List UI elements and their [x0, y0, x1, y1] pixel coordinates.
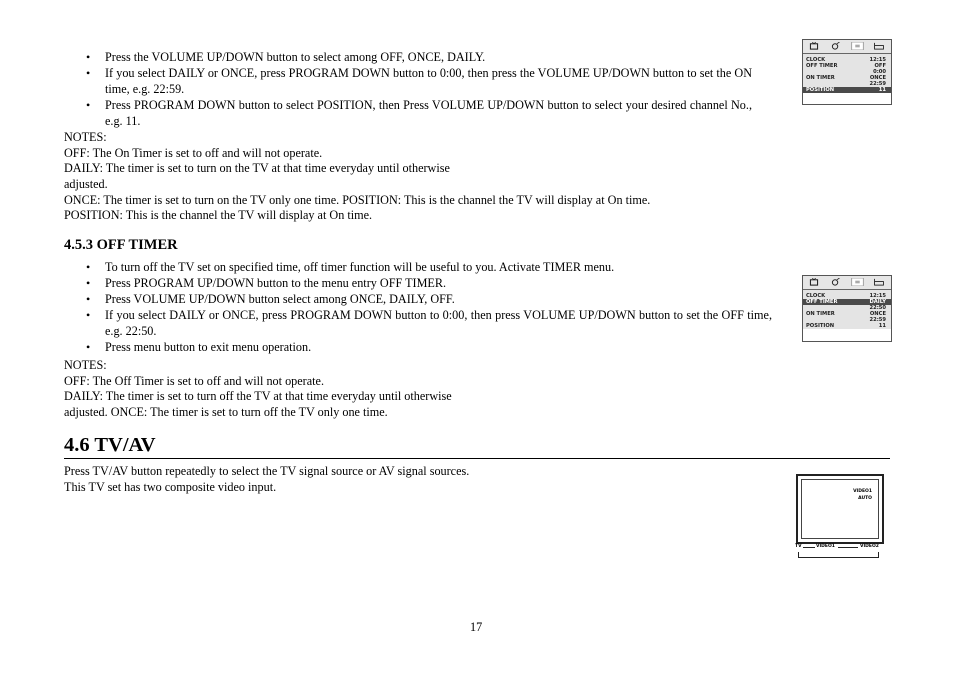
list-item: • If you select DAILY or ONCE, press PROGRAM DOWN button to 0:00, then press the VOLUME UP/DOWN button to set the ON time, e.g. 22:59. [64, 65, 752, 97]
screen-mode-label: AUTO [858, 496, 872, 501]
tv-screen-diagram [796, 474, 884, 544]
list-item: • To turn off the TV set on specified time, off timer function will be useful to you. Activate TIMER menu. [64, 259, 772, 275]
satellite-icon [830, 278, 841, 286]
list-item: • Press the VOLUME UP/DOWN button to select among OFF, ONCE, DAILY. [64, 49, 752, 65]
list-item: • Press PROGRAM DOWN button to select POSITION, then Press VOLUME UP/DOWN button to select your desired channel No., e.g. 11. [64, 97, 752, 129]
menu-row [803, 87, 891, 93]
section-heading-tv-av: 4.6 TV/AV [64, 434, 156, 456]
menu-row [803, 323, 891, 329]
lock-icon [873, 278, 885, 286]
menu-row-value: 12:15 [869, 293, 886, 299]
note-line: OFF: The On Timer is set to off and will not operate. [64, 146, 323, 160]
off-timer-steps [64, 259, 772, 355]
menu-row [803, 54, 891, 63]
section-heading-off-timer: 4.5.3 OFF TIMER [64, 237, 178, 253]
tv-icon [809, 42, 819, 50]
flow-return-line [798, 552, 879, 558]
menu-row-label: ON TIMER [806, 311, 835, 317]
flow-label-tv: TV [795, 544, 802, 549]
notes-label: NOTES: [64, 358, 107, 372]
note-line: OFF: The Off Timer is set to off and will not operate. [64, 374, 324, 388]
tv-screen [801, 479, 879, 539]
flow-line [803, 547, 815, 548]
menu-row-label: ON TIMER [806, 75, 835, 81]
note-line: DAILY: The timer is set to turn on the TV at that time everyday until otherwise [64, 161, 450, 175]
timer-icon [851, 42, 864, 50]
menu-row-value: 12:15 [869, 57, 886, 63]
lock-icon [873, 42, 885, 50]
timer-menu-image-off [802, 275, 892, 342]
page-number: 17 [470, 620, 483, 634]
list-item: • Press PROGRAM UP/DOWN button to the menu entry OFF TIMER. [64, 275, 772, 291]
menu-row-label: CLOCK [806, 57, 826, 63]
timer-icon [851, 278, 864, 286]
on-timer-steps [64, 49, 752, 129]
body-line: This TV set has two composite video input. [64, 480, 277, 494]
timer-menu-image-on [802, 39, 892, 105]
menu-row-value: DAILY [869, 299, 886, 305]
note-line: ONCE: The timer is set to turn on the TV only one time. POSITION: This is the channel the TV will display at On time. [64, 193, 651, 207]
screen-source-label: VIDEO1 [853, 489, 872, 494]
menu-row-value: OFF [874, 63, 886, 69]
list-item: • If you select DAILY or ONCE, press PROGRAM DOWN button to 0:00, then press VOLUME UP/DOWN button to set the OFF time, e.g. 22:50. [64, 307, 772, 339]
menu-icon-bar [803, 40, 891, 54]
heading-rule [64, 458, 890, 459]
menu-row-label: OFF TIMER [806, 299, 838, 305]
flow-label-video1: VIDEO1 [816, 544, 835, 549]
flow-label-video2: VIDEO2 [860, 544, 879, 549]
menu-row-label: CLOCK [806, 293, 826, 299]
note-line: adjusted. ONCE: The timer is set to turn off the TV only one time. [64, 405, 388, 419]
tv-icon [809, 278, 819, 286]
menu-row-value: 22:50 [869, 305, 886, 311]
list-item: • Press menu button to exit menu operation. [64, 339, 772, 355]
menu-body [803, 290, 891, 329]
list-item: • Press VOLUME UP/DOWN button select among ONCE, DAILY, OFF. [64, 291, 772, 307]
menu-row-value: ONCE [869, 75, 886, 81]
menu-row-label: OFF TIMER [806, 63, 838, 69]
menu-row-value: 11 [878, 323, 886, 329]
body-line: Press TV/AV button repeatedly to select the TV signal source or AV signal sources. [64, 464, 470, 478]
menu-row-value: 22:59 [869, 81, 886, 87]
menu-row-value: 11 [878, 87, 886, 93]
menu-row-value: ONCE [869, 311, 886, 317]
notes-label: NOTES: [64, 130, 107, 144]
menu-row [803, 290, 891, 299]
menu-row-label: POSITION [806, 87, 835, 93]
menu-icon-bar [803, 276, 891, 290]
note-line: POSITION: This is the channel the TV will display at On time. [64, 208, 373, 222]
menu-row-label: POSITION [806, 323, 835, 329]
menu-row-value: 22:59 [869, 317, 886, 323]
note-line: DAILY: The timer is set to turn off the TV at that time everyday until otherwise [64, 389, 452, 403]
note-line: adjusted. [64, 177, 108, 191]
satellite-icon [830, 42, 841, 50]
menu-row-value: 0:00 [873, 69, 886, 75]
menu-body [803, 54, 891, 93]
flow-line [838, 547, 858, 548]
